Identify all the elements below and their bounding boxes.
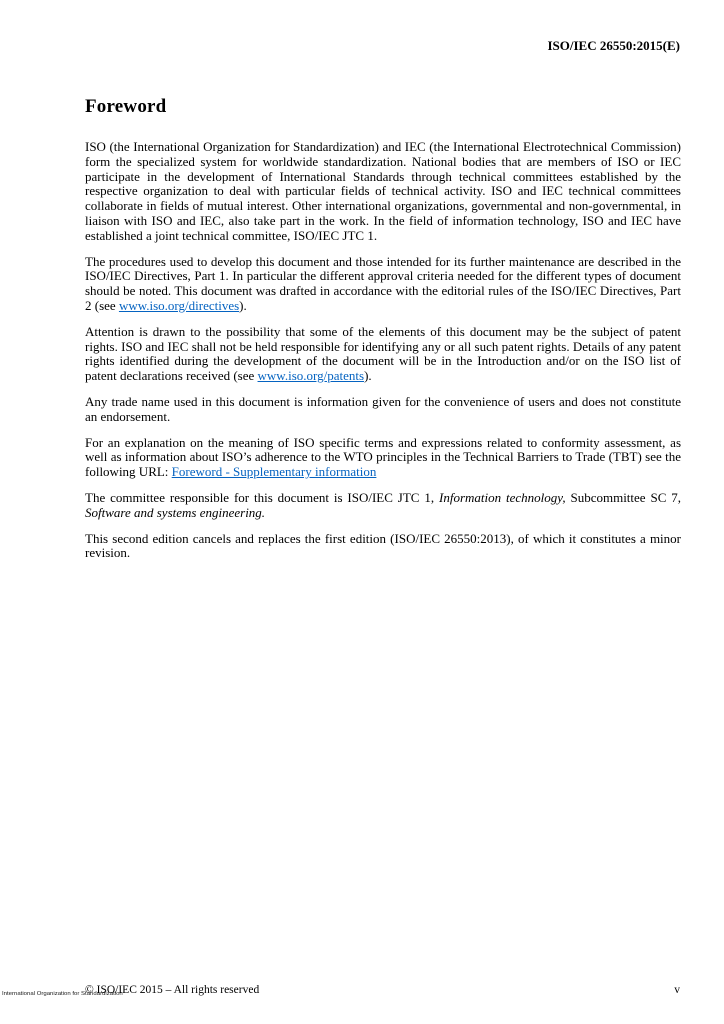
hyperlink[interactable]: Foreword - Supplementary information [171, 464, 377, 480]
italic-text: Information technology, [439, 489, 566, 505]
page-title: Foreword [85, 96, 167, 117]
library-stamp-watermark: International Organization for Standardization [2, 991, 123, 997]
body-text: Attention is drawn to the possibility that some of the elements of this document may be the subject of patent rights. ISO and IEC shall not be held responsible for identifying any or all such patent rights. Details of any patent rights identified during the development of the document will be in the Introduction and/or on the ISO list of patent declarations received (see [85, 323, 681, 384]
paragraph-7 [85, 532, 681, 562]
page-content [85, 96, 681, 572]
body-text: ). [364, 368, 372, 384]
hyperlink[interactable]: www.iso.org/patents [257, 368, 365, 384]
body-text: Subcommittee SC 7, [565, 489, 681, 505]
body-text: For an explanation on the meaning of ISO specific terms and expressions related to conformity assessment, as well as information about ISO’s adherence to the WTO principles in the Technical Barriers to Trade (TBT) see the following URL: [85, 434, 681, 480]
paragraph-5 [85, 436, 681, 480]
hyperlink[interactable]: www.iso.org/directives [118, 297, 240, 313]
body-text: This second edition cancels and replaces the first edition (ISO/IEC 26550:2013), of which it constitutes a minor revision. [85, 530, 681, 561]
body-text: The committee responsible for this document is ISO/IEC JTC 1, [85, 489, 439, 505]
copyright-notice: © ISO/IEC 2015 – All rights reserved [85, 984, 260, 996]
page-number: v [674, 984, 680, 996]
paragraph-3 [85, 325, 681, 384]
body-text: Any trade name used in this document is information given for the convenience of users and does not constitute an endorsement. [85, 393, 681, 424]
paragraph-4 [85, 395, 681, 425]
body-text: The procedures used to develop this document and those intended for its further maintenance are described in the ISO/IEC Directives, Part 1. In particular the different approval criteria needed for the different types of document should be noted. This document was drafted in accordance with the editorial rules of the ISO/IEC Directives, Part 2 (see [85, 253, 681, 313]
document-reference: ISO/IEC 26550:2015(E) [547, 38, 680, 53]
paragraph-6 [85, 491, 681, 521]
paragraphs [85, 140, 681, 561]
body-text: ). [239, 297, 247, 313]
italic-text: Software and systems engineering. [85, 504, 266, 520]
body-text: ISO (the International Organization for Standardization) and IEC (the International Electrotechnical Commission) form the specialized system for worldwide standardization. National bodies that are members of ISO or IEC participate in the development of International Standards through technical committees established by the respective organization to deal with particular fields of technical activity. ISO and IEC technical committees collaborate in fields of mutual interest. Other international organizations, governmental and non-governmental, in liaison with ISO and IEC, also take part in the work. In the field of information technology, ISO and IEC have established a joint technical committee, ISO/IEC JTC 1. [85, 139, 681, 243]
paragraph-2 [85, 255, 681, 314]
page-footer [85, 984, 680, 996]
paragraph-1 [85, 140, 681, 244]
